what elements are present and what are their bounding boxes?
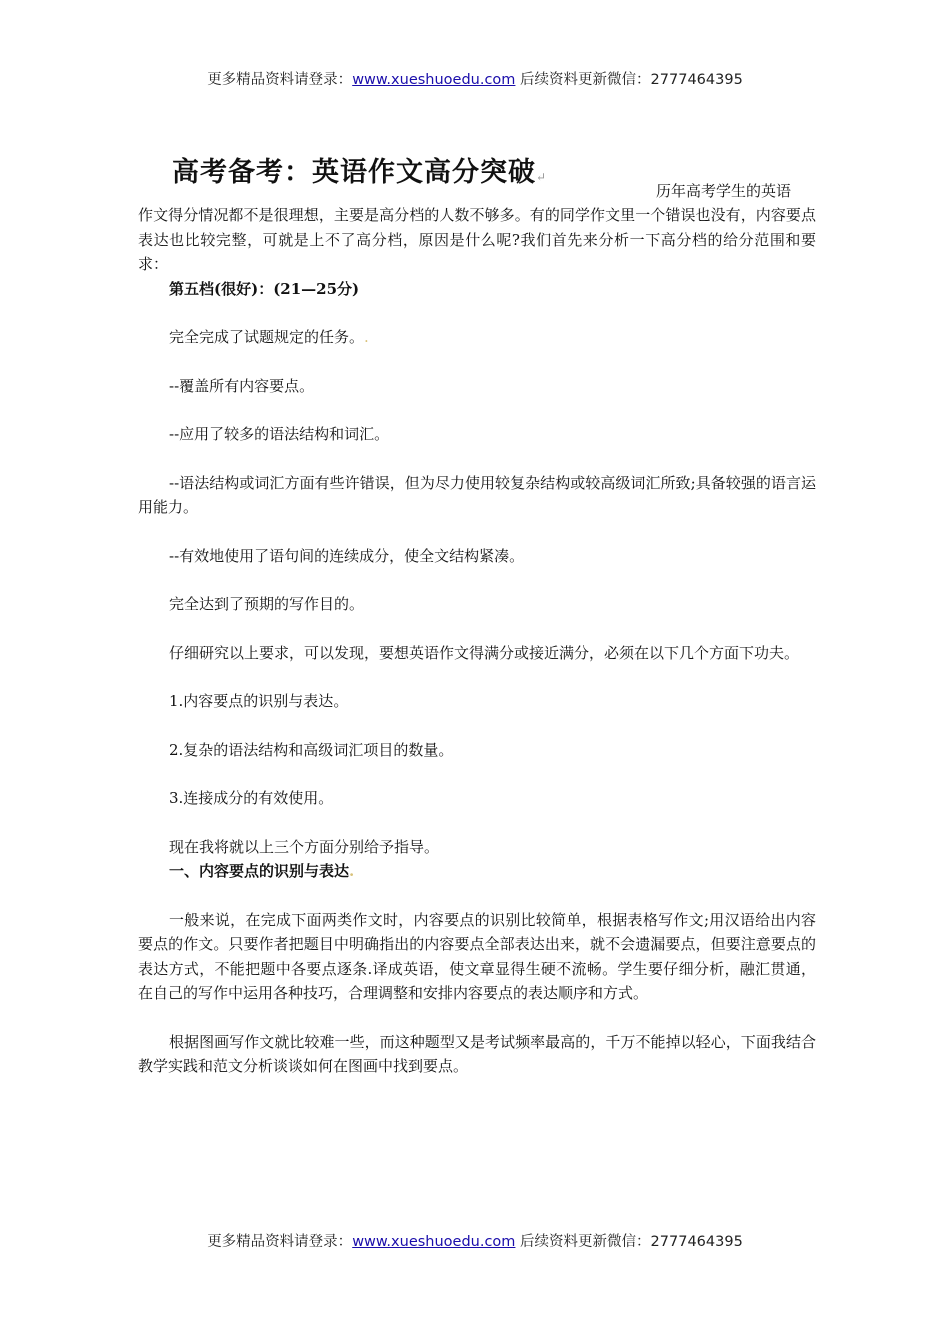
guidance-paragraph: 现在我将就以上三个方面分别给予指导。 (169, 837, 440, 856)
format-dot: . (349, 862, 355, 880)
header-link[interactable]: www.xueshuoedu.com (352, 72, 516, 88)
header-suffix: 后续资料更新微信：2777464395 (515, 72, 743, 88)
document-title (172, 150, 547, 189)
section-paragraph: 根据图画写作文就比较难一些，而这种题型又是考试频率最高的，千万不能掉以轻心，下面我结合教学实践和范文分析谈谈如何在图画中找到要点。 (138, 1032, 816, 1075)
paragraph-mark: ↵ (536, 170, 548, 184)
header-prefix: 更多精品资料请登录： (207, 72, 353, 88)
requirement-item: --应用了较多的语法结构和词汇。 (169, 425, 390, 443)
page-header (0, 68, 950, 89)
format-dot: . (364, 328, 369, 346)
page-footer (0, 1230, 950, 1251)
intro-lead: 历年高考学生的英语 (656, 182, 792, 200)
requirement-item: --语法结构或词汇方面有些许错误，但为尽力使用较复杂结构或较高级词汇所致;具备较强的语言运用能力。 (138, 473, 816, 516)
requirement-text: 完全完成了试题规定的任务 (169, 328, 350, 346)
document-body (138, 203, 816, 1079)
requirement-item: --有效地使用了语句间的连续成分，使全文结构紧凑。 (169, 546, 525, 565)
title-text: 高考备考：英语作文高分突破 (172, 157, 536, 188)
grade-heading: 第五档(很好)：(21—25分) (169, 279, 360, 298)
list-item: 3.连接成分的有效使用。 (169, 789, 334, 807)
footer-suffix: 后续资料更新微信：2777464395 (515, 1234, 743, 1250)
section-heading-text: 一、内容要点的识别与表达 (169, 862, 350, 880)
requirement-item: --覆盖所有内容要点。 (169, 376, 315, 395)
list-item: 2.复杂的语法结构和高级词汇项目的数量。 (169, 740, 454, 759)
footer-link[interactable]: www.xueshuoedu.com (352, 1234, 516, 1250)
section-paragraph: 一般来说，在完成下面两类作文时，内容要点的识别比较简单，根据表格写作文;用汉语给出内容要点的作文。只要作者把题目中明确指出的内容要点全部表达出来，就不会遗漏要点，但要注意要点的表达方式，不能把题中各要点逐条.译成英语，使文章显得生硬不流畅。学生要仔细分析，融汇贯通，在自己的写作中运用各种技巧，合理调整和安排内容要点的表达顺序和方式。 (138, 910, 816, 1002)
section-heading (138, 859, 816, 884)
requirement-period: 。 (349, 328, 365, 346)
footer-prefix: 更多精品资料请登录： (207, 1234, 353, 1250)
list-item: 1.内容要点的识别与表达。 (169, 692, 349, 710)
requirement-summary: 完全达到了预期的写作目的。 (169, 595, 365, 613)
intro-paragraph: 作文得分情况都不是很理想，主要是高分档的人数不够多。有的同学作文里一个错误也没有，内容要点表达也比较完整，可就是上不了高分档，原因是什么呢?我们首先来分析一下高分档的给分范围和要求： (138, 206, 816, 273)
requirement-paragraph (138, 325, 816, 350)
analysis-paragraph: 仔细研究以上要求，可以发现，要想英语作文得满分或接近满分，必须在以下几个方面下功夫。 (169, 643, 800, 662)
